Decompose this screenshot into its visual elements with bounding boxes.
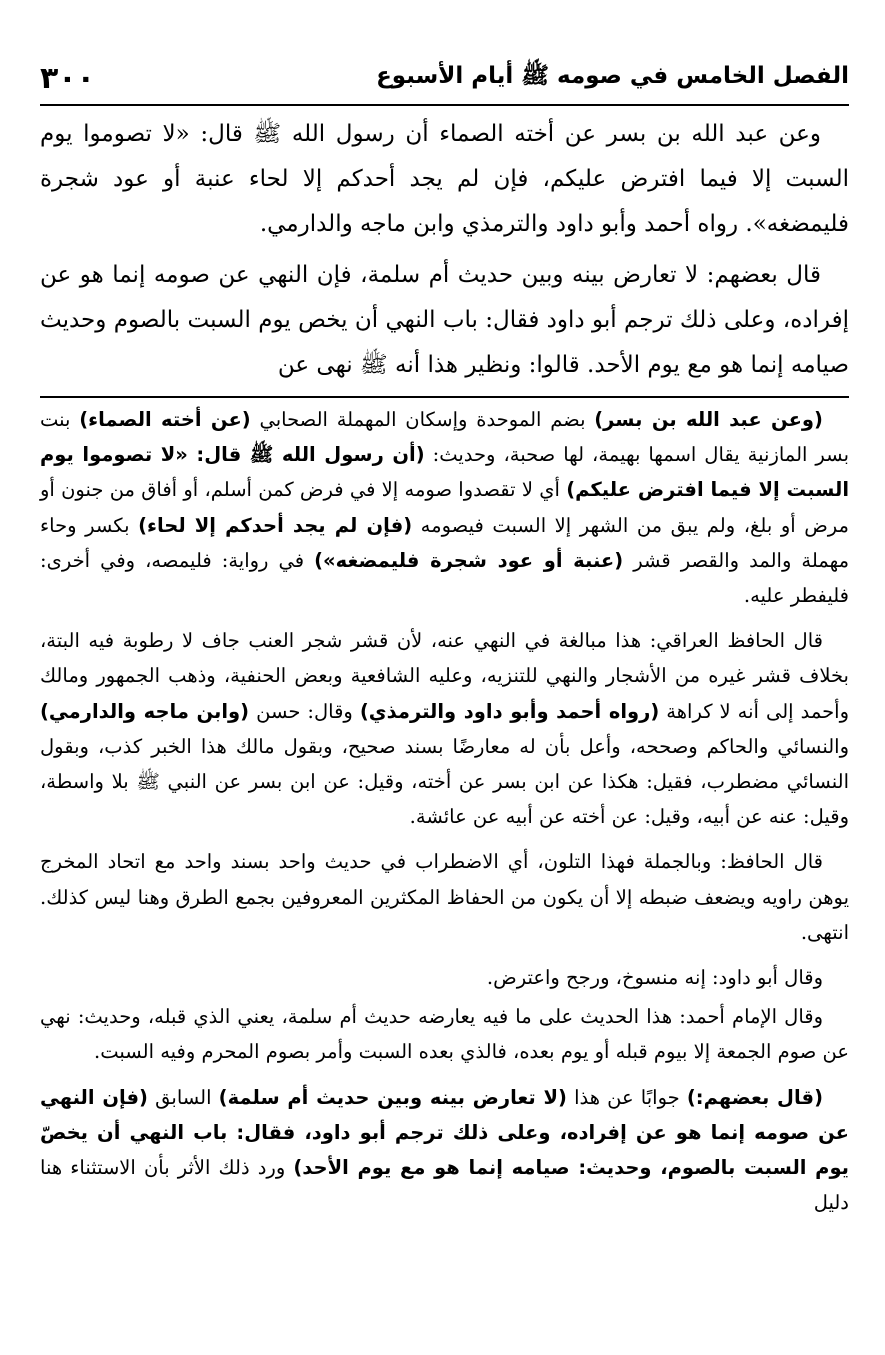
hadith-quote: (لا تعارض بينه وبين حديث أم سلمة) xyxy=(218,1085,567,1109)
commentary-text: ورد ذلك الأثر بأن الاستثناء هنا دليل xyxy=(40,1156,849,1215)
commentary-text: بكسر وحاء مهملة والمد والقصر قشر xyxy=(40,513,850,572)
header-rule xyxy=(40,104,849,106)
commentary-text: جوابًا عن هذا xyxy=(566,1085,687,1109)
main-text xyxy=(40,112,849,394)
commentary-paragraph-1 xyxy=(40,402,849,613)
page-header xyxy=(40,52,849,104)
hadith-quote: (فإن النهي عن صومه إنما هو عن إفراده، وعلى ذلك ترجم أبو داود، فقال: باب النهي أن يخصّ يوم السبت بالصوم، وحديث: صيامه إنما هو مع يوم الأحد) xyxy=(40,1085,849,1180)
commentary-text: السابق xyxy=(147,1085,219,1109)
hadith-quote: (أن رسول الله ﷺ قال: «لا تصوموا يوم السبت إلا فيما افترض عليكم) xyxy=(40,443,849,502)
commentary-text: قال الحافظ العراقي: هذا مبالغة في النهي عنه، لأن قشر شجر العنب جاف لا رطوبة فيه البتة، بخلاف قشر غيره من الأشجار والنهي للتنزيه، وعليه الشافعية وبعض الحنفية، وذهب الجمهور ومالك وأحمد إلى أنه لا كراهة xyxy=(40,629,849,723)
section-divider xyxy=(40,396,849,398)
page-number: ٣٠٠ xyxy=(40,60,95,96)
commentary-paragraph-2 xyxy=(40,623,849,834)
commentary-text: بنت بسر المازنية يقال اسمها بهيمة، لها صحبة، وحديث: xyxy=(40,408,849,467)
hadith-quote: (عنبة أو عود شجرة فليمضغه») xyxy=(314,548,624,572)
commentary-paragraph-5: وقال الإمام أحمد: هذا الحديث على ما فيه يعارضه حديث أم سلمة، يعني الذي قبله، وحديث: نهي عن صوم الجمعة إلا بيوم قبله أو يوم بعده، فالذي بعده السبت وأمر بصوم المحرم وفيه السبت. xyxy=(40,1005,849,1064)
hadith-quote: (عن أخته الصماء) xyxy=(79,408,251,431)
commentary-paragraph-4: وقال أبو داود: إنه منسوخ، ورجح واعترض. xyxy=(486,966,823,990)
hadith-quote: (قال بعضهم:) xyxy=(686,1085,823,1109)
commentary-paragraph-6 xyxy=(40,1080,849,1221)
hadith-quote: (فإن لم يجد أحدكم إلا لحاء) xyxy=(138,513,413,537)
hadith-quote: (وعن عبد الله بن بسر) xyxy=(594,408,823,431)
hadith-quote: (وابن ماجه والدارمي) xyxy=(40,699,250,723)
commentary-paragraph-3: قال الحافظ: وبالجملة فهذا التلون، أي الاضطراب في حديث واحد بسند واحد مع اتحاد المخرج يوهن راويه ويضعف ضبطه إلا أن يكون من الحفاظ المكثرين المعروفين بجمع الطرق وهنا ليس كذلك. انتهى. xyxy=(40,850,849,944)
commentary-text: في رواية: فليمصه، وفي أخرى: فليفطر عليه. xyxy=(40,548,849,608)
running-title: الفصل الخامس في صومه ﷺ أيام الأسبوع xyxy=(376,63,849,89)
commentary-text: وقال: حسن xyxy=(249,699,360,723)
commentary-text: بضم الموحدة وإسكان المهملة الصحابي xyxy=(250,408,595,431)
commentary-text: والنسائي والحاكم وصححه، وأعل بأن له معارضًا بسند صحيح، وبقول مالك هذا الخبر كذب، وبقول النسائي مضطرب، فقيل: هكذا عن ابن بسر عن أخته، وقيل: عن ابن بسر عن النبي ﷺ بلا واسطة، وقيل: عنه عن أبيه، وقيل: عن أخته عن أبيه عن عائشة. xyxy=(40,734,849,829)
commentary xyxy=(40,402,849,1230)
commentary-text: أي لا تقصدوا صومه إلا في فرض كمن أسلم، أو أفاق من جنون أو مرض أو بلغ، ولم يبق من الشهر إلا السبت فيصومه xyxy=(40,478,849,537)
hadith-quote: (رواه أحمد وأبو داود والترمذي) xyxy=(359,699,660,723)
main-paragraph-2: قال بعضهم: لا تعارض بينه وبين حديث أم سلمة، فإن النهي عن صومه إنما هو عن إفراده، وعلى ذلك ترجم أبو داود فقال: باب النهي أن يخص يوم السبت بالصوم وحديث صيامه إنما هو مع يوم الأحد. قالوا: ونظير هذا أنه ﷺ نهى عن xyxy=(40,262,849,378)
main-paragraph-1: وعن عبد الله بن بسر عن أخته الصماء أن رسول الله ﷺ قال: «لا تصوموا يوم السبت إلا فيما افترض عليكم، فإن لم يجد أحدكم إلا لحاء عنبة أو عود شجرة فليمضغه». رواه أحمد وأبو داود والترمذي وابن ماجه والدارمي. xyxy=(40,121,849,237)
